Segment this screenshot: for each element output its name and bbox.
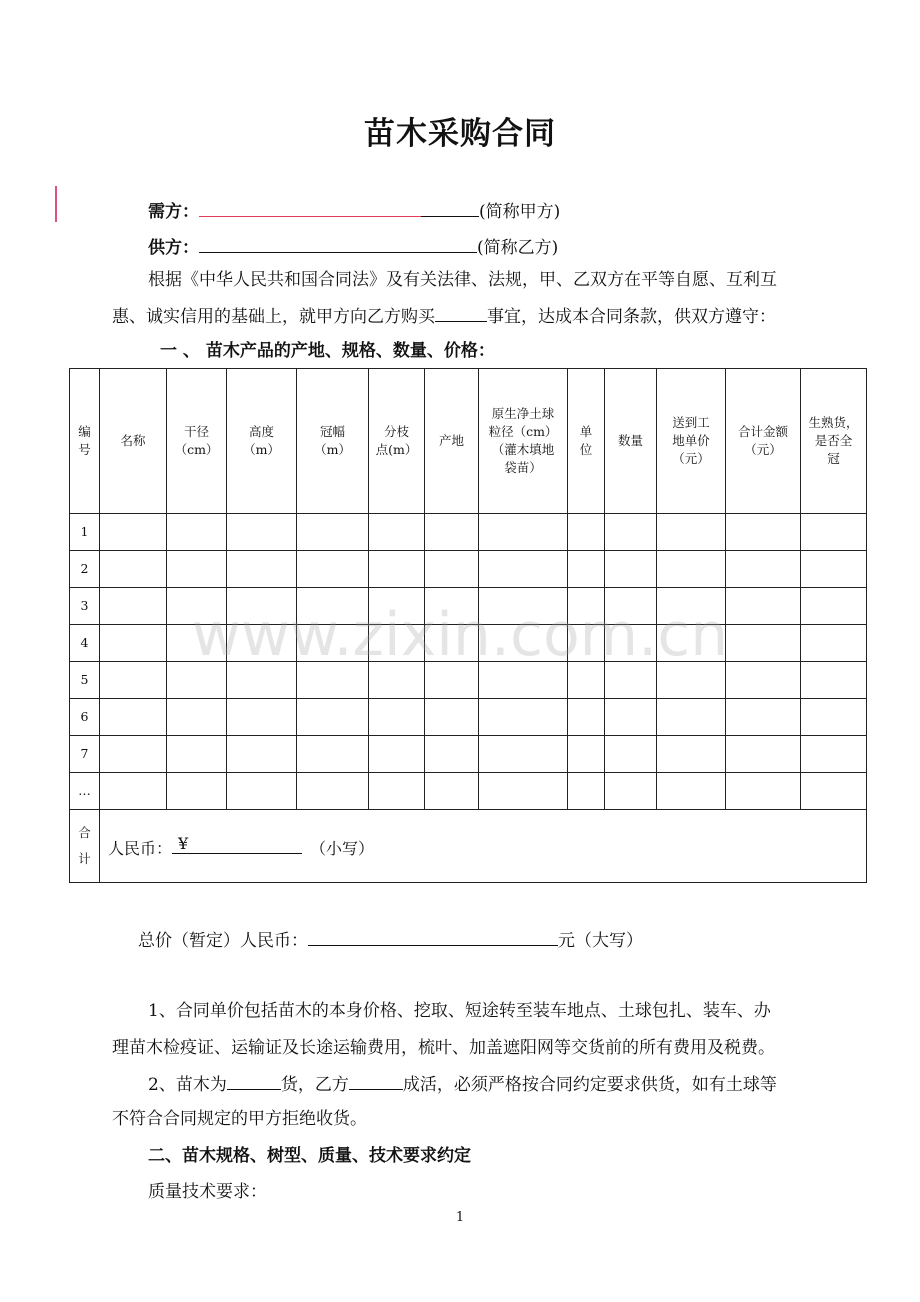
table-cell[interactable] — [726, 514, 801, 551]
table-cell[interactable] — [425, 625, 479, 662]
header-cell-text: （cm） — [174, 442, 219, 457]
table-cell[interactable] — [297, 773, 369, 810]
table-cell[interactable] — [297, 551, 369, 588]
table-cell[interactable] — [425, 514, 479, 551]
table-cell[interactable] — [801, 625, 867, 662]
table-row — [70, 551, 867, 588]
table-cell[interactable] — [425, 736, 479, 773]
table-header-cell — [70, 369, 100, 514]
table-cell[interactable] — [657, 699, 726, 736]
watermark: www.zixin.com.cn — [191, 600, 729, 670]
table-cell[interactable] — [801, 588, 867, 625]
table-cell[interactable] — [167, 551, 227, 588]
table-row — [70, 773, 867, 810]
table-cell[interactable] — [801, 699, 867, 736]
table-cell[interactable] — [568, 588, 605, 625]
table-cell[interactable] — [479, 773, 568, 810]
table-header-cell — [726, 369, 801, 514]
table-header-cell — [425, 369, 479, 514]
table-cell[interactable] — [605, 773, 657, 810]
table-cell[interactable] — [369, 773, 425, 810]
header-cell-text: 产地 — [438, 433, 464, 448]
stock-type-blank[interactable] — [227, 1073, 281, 1090]
clause-2-c: 成活，必须严格按合同约定要求供货，如有土球等 — [402, 1075, 777, 1095]
table-cell[interactable] — [369, 551, 425, 588]
row-number-cell: 6 — [70, 699, 100, 736]
table-cell[interactable] — [657, 773, 726, 810]
table-cell[interactable] — [167, 736, 227, 773]
header-cell-text: 号 — [78, 442, 91, 457]
table-cell[interactable] — [100, 736, 167, 773]
total-lowercase-blank[interactable] — [172, 835, 302, 854]
table-cell[interactable] — [297, 588, 369, 625]
table-cell[interactable] — [479, 736, 568, 773]
section-1-heading: 一 、 苗木产品的产地、规格、数量、价格： — [160, 341, 495, 361]
table-cell[interactable] — [227, 773, 297, 810]
total-rmb-label: 人民币： — [108, 838, 173, 858]
clause-2-line-1 — [148, 1073, 777, 1096]
table-cell[interactable] — [297, 625, 369, 662]
table-cell[interactable] — [227, 588, 297, 625]
table-cell[interactable] — [605, 736, 657, 773]
header-cell-text: 冠 — [827, 451, 840, 466]
header-cell-text: 分枝 — [383, 424, 409, 439]
header-cell-text: 原生净土球 — [491, 406, 555, 421]
table-cell[interactable] — [801, 514, 867, 551]
section-2-heading: 二、苗木规格、树型、质量、技术要求约定 — [148, 1146, 471, 1166]
header-cell-text: 是否全 — [814, 433, 853, 448]
table-header-cell — [297, 369, 369, 514]
table-cell[interactable] — [801, 736, 867, 773]
table-cell[interactable] — [167, 514, 227, 551]
table-cell[interactable] — [425, 662, 479, 699]
table-cell[interactable] — [297, 514, 369, 551]
table-header-cell — [568, 369, 605, 514]
header-cell-text: （元） — [744, 442, 782, 457]
table-cell[interactable] — [726, 625, 801, 662]
header-cell-text: （m） — [314, 442, 351, 457]
table-cell[interactable] — [479, 625, 568, 662]
header-cell-text: （元） — [672, 451, 710, 466]
revision-margin-mark — [55, 186, 57, 222]
table-row — [70, 699, 867, 736]
table-header-cell — [605, 369, 657, 514]
nursery-stock-table — [69, 368, 867, 883]
total-label-cell — [70, 810, 100, 883]
header-cell-text: 干径 — [183, 424, 209, 439]
table-cell[interactable] — [479, 662, 568, 699]
table-cell[interactable] — [657, 625, 726, 662]
table-cell[interactable] — [227, 662, 297, 699]
seller-blank[interactable] — [199, 236, 477, 253]
total-price-blank[interactable] — [308, 929, 558, 946]
table-cell[interactable] — [605, 588, 657, 625]
table-cell[interactable] — [657, 588, 726, 625]
table-cell[interactable] — [479, 699, 568, 736]
table-cell[interactable] — [605, 514, 657, 551]
header-cell-text: 冠幅 — [319, 424, 345, 439]
table-cell[interactable] — [605, 551, 657, 588]
row-number-cell: 1 — [70, 514, 100, 551]
intro-line-2 — [112, 305, 776, 328]
table-cell[interactable] — [568, 514, 605, 551]
header-cell-text: 合计金额 — [737, 424, 788, 439]
total-label-text: 计 — [78, 851, 91, 866]
page-number: 1 — [455, 1210, 465, 1225]
table-row — [70, 625, 867, 662]
table-cell[interactable] — [369, 625, 425, 662]
header-cell-text: 粒径（cm） — [488, 424, 558, 439]
seller-suffix: (简称乙方) — [477, 238, 559, 258]
table-cell[interactable] — [369, 514, 425, 551]
header-cell-text: 单 — [579, 424, 593, 439]
intro-line-1: 根据《中华人民共和国合同法》及有关法律、法规，甲、乙双方在平等自愿、互利互 — [148, 270, 777, 290]
buyer-suffix: (简称甲方) — [479, 202, 561, 222]
table-cell[interactable] — [568, 773, 605, 810]
table-cell[interactable] — [568, 736, 605, 773]
clause-1-line-1: 1、合同单价包括苗木的本身价格、挖取、短途转至装车地点、土球包扎、装车、办 — [148, 1001, 771, 1021]
buyer-line — [148, 200, 560, 223]
purchase-item-blank[interactable] — [435, 305, 487, 322]
table-cell[interactable] — [227, 699, 297, 736]
table-cell[interactable] — [167, 588, 227, 625]
total-price-line — [138, 929, 643, 952]
table-cell[interactable] — [568, 662, 605, 699]
table-cell[interactable] — [568, 699, 605, 736]
total-price-suffix: 元（大写） — [558, 931, 643, 951]
table-cell[interactable] — [167, 662, 227, 699]
header-cell-text: 送到工 — [672, 415, 710, 430]
table-cell[interactable] — [801, 551, 867, 588]
table-cell[interactable] — [297, 699, 369, 736]
table-header-cell — [479, 369, 568, 514]
table-cell[interactable] — [100, 773, 167, 810]
table-cell[interactable] — [657, 514, 726, 551]
header-cell-text: 点(m） — [375, 442, 418, 457]
table-cell[interactable] — [657, 551, 726, 588]
header-cell-text: 袋苗） — [504, 460, 542, 475]
table-cell[interactable] — [479, 588, 568, 625]
header-cell-text: 数量 — [617, 433, 643, 448]
header-cell-text: （m） — [243, 442, 280, 457]
table-cell[interactable] — [227, 736, 297, 773]
header-cell-text: 编 — [78, 424, 91, 439]
table-cell[interactable] — [479, 514, 568, 551]
row-number-cell: … — [70, 773, 100, 810]
yen-symbol: ¥ — [178, 833, 189, 853]
table-cell[interactable] — [167, 699, 227, 736]
table-cell[interactable] — [167, 625, 227, 662]
table-cell[interactable] — [801, 773, 867, 810]
total-label-text: 合 — [78, 825, 91, 840]
row-number-cell: 4 — [70, 625, 100, 662]
table-cell[interactable] — [369, 662, 425, 699]
table-cell[interactable] — [227, 625, 297, 662]
table-cell[interactable] — [605, 625, 657, 662]
table-cell[interactable] — [369, 699, 425, 736]
table-cell[interactable] — [297, 662, 369, 699]
row-number-cell: 7 — [70, 736, 100, 773]
table-cell[interactable] — [425, 773, 479, 810]
table-cell[interactable] — [726, 588, 801, 625]
total-lowercase-label: （小写） — [310, 838, 375, 858]
table-header-row — [70, 369, 867, 514]
table-header-cell — [801, 369, 867, 514]
table-cell[interactable] — [369, 588, 425, 625]
table-cell[interactable] — [100, 699, 167, 736]
table-cell[interactable] — [605, 699, 657, 736]
table-cell[interactable] — [479, 551, 568, 588]
table-cell[interactable] — [568, 625, 605, 662]
header-cell-text: 名称 — [120, 433, 146, 448]
table-cell[interactable] — [425, 588, 479, 625]
table-cell[interactable] — [369, 736, 425, 773]
table-header-cell — [227, 369, 297, 514]
table-cell[interactable] — [568, 551, 605, 588]
table-cell[interactable] — [726, 773, 801, 810]
table-row — [70, 588, 867, 625]
table-header-cell — [657, 369, 726, 514]
table-cell[interactable] — [425, 551, 479, 588]
document-title: 苗木采购合同 — [364, 116, 556, 152]
intro-line-2-a: 惠、诚实信用的基础上，就甲方向乙方购买 — [112, 307, 435, 327]
buyer-blank[interactable] — [199, 200, 421, 217]
table-row — [70, 736, 867, 773]
table-cell[interactable] — [726, 662, 801, 699]
clause-1-line-2: 理苗木检疫证、运输证及长途运输费用，梳叶、加盖遮阳网等交货前的所有费用及税费。 — [112, 1038, 775, 1058]
seller-label: 供方： — [148, 238, 199, 258]
table-cell[interactable] — [726, 699, 801, 736]
table-cell[interactable] — [100, 625, 167, 662]
intro-line-2-b: 事宜，达成本合同条款，供双方遵守： — [487, 307, 776, 327]
buyer-label: 需方： — [148, 202, 199, 222]
header-cell-text: （灌木填地 — [491, 442, 555, 457]
table-cell[interactable] — [100, 662, 167, 699]
header-cell-text: 地单价 — [672, 433, 710, 448]
table-row — [70, 514, 867, 551]
total-row — [70, 810, 867, 883]
header-cell-text: 位 — [579, 442, 593, 457]
header-cell-text: 生熟货， — [808, 415, 859, 430]
clause-2-a: 2、苗木为 — [148, 1075, 227, 1095]
table-cell[interactable] — [657, 662, 726, 699]
table-cell[interactable] — [726, 736, 801, 773]
survival-blank[interactable] — [349, 1073, 403, 1090]
table-cell[interactable] — [100, 588, 167, 625]
table-cell[interactable] — [605, 662, 657, 699]
table-cell[interactable] — [100, 514, 167, 551]
table-cell[interactable] — [801, 662, 867, 699]
row-number-cell: 2 — [70, 551, 100, 588]
table-cell[interactable] — [297, 736, 369, 773]
quality-requirements-label: 质量技术要求： — [148, 1182, 267, 1202]
header-cell-text: 高度 — [248, 424, 274, 439]
total-price-label: 总价（暂定）人民币： — [138, 931, 308, 951]
table-cell[interactable] — [227, 514, 297, 551]
row-number-cell: 3 — [70, 588, 100, 625]
buyer-blank-extension[interactable] — [421, 200, 479, 217]
table-cell[interactable] — [726, 551, 801, 588]
table-cell[interactable] — [100, 551, 167, 588]
total-amount-cell — [100, 810, 867, 883]
table-cell[interactable] — [167, 773, 227, 810]
row-number-cell: 5 — [70, 662, 100, 699]
clause-2-line-2: 不符合合同规定的甲方拒绝收货。 — [112, 1109, 367, 1129]
table-header-cell — [369, 369, 425, 514]
table-cell[interactable] — [425, 699, 479, 736]
table-header-cell — [100, 369, 167, 514]
table-cell[interactable] — [227, 551, 297, 588]
clause-2-b: 货，乙方 — [280, 1075, 349, 1095]
seller-line — [148, 236, 558, 259]
table-cell[interactable] — [657, 736, 726, 773]
table-row — [70, 662, 867, 699]
table-header-cell — [167, 369, 227, 514]
